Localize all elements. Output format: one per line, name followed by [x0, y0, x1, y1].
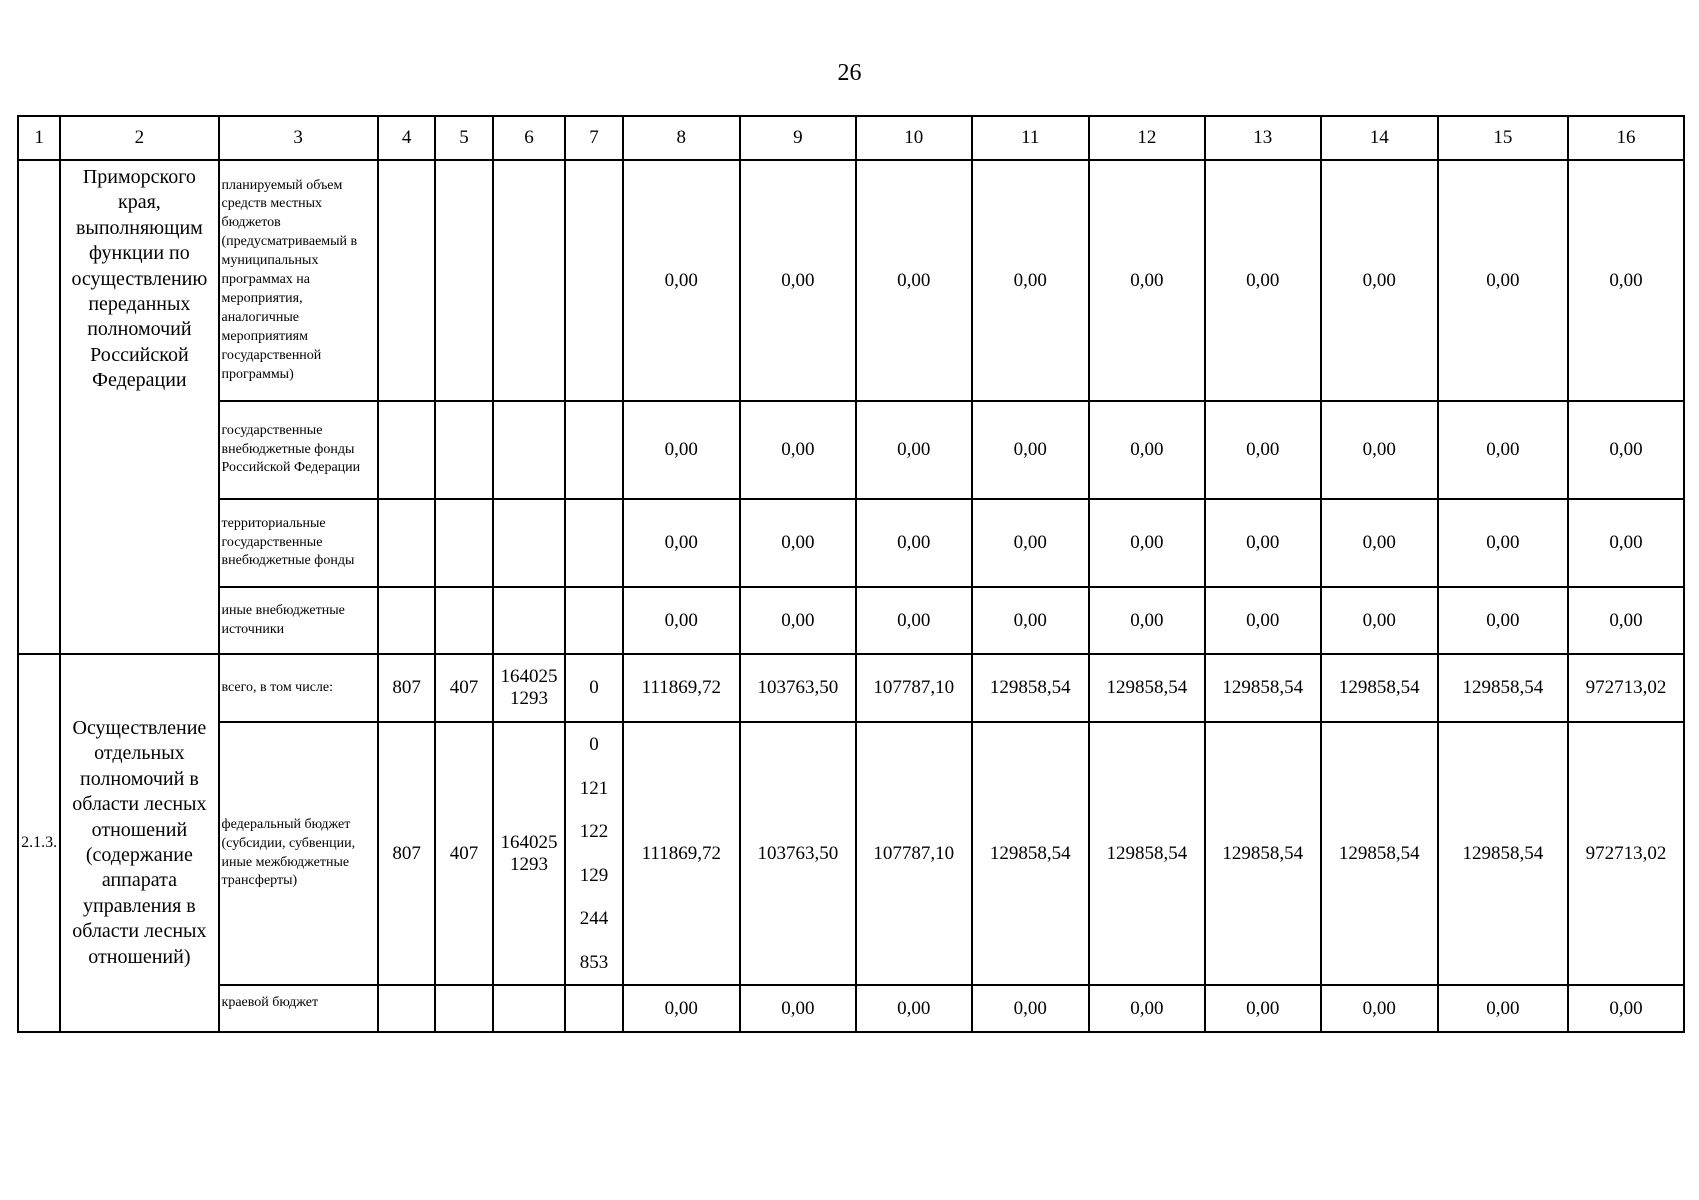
- value-cell: 0,00: [740, 499, 856, 587]
- value-cell: 0,00: [1089, 499, 1205, 587]
- value-cell: 0,00: [1321, 587, 1438, 654]
- table-row: [18, 985, 1684, 1032]
- value-cell: 103763,50: [740, 654, 856, 722]
- value-cell: 0,00: [623, 160, 740, 401]
- page-number: 26: [837, 60, 862, 86]
- value-cell: 0,00: [740, 985, 856, 1032]
- value-cell: 0,00: [1568, 985, 1684, 1032]
- code-cell: 164025 1293: [493, 722, 566, 985]
- table-row: [18, 587, 1684, 654]
- funding-source: всего, в том числе:: [219, 654, 378, 722]
- budget-table: [17, 115, 1685, 1033]
- column-header: 10: [856, 116, 972, 160]
- value-cell: 0,00: [740, 587, 856, 654]
- value-cell: 0,00: [1205, 160, 1321, 401]
- column-header: 8: [623, 116, 740, 160]
- table-row: [18, 722, 1684, 985]
- value-cell: 0,00: [1568, 499, 1684, 587]
- value-cell: 129858,54: [1321, 654, 1438, 722]
- column-header: 1: [18, 116, 60, 160]
- value-cell: 0,00: [623, 985, 740, 1032]
- empty-cell: [493, 587, 566, 654]
- empty-cell: [378, 587, 435, 654]
- value-cell: 129858,54: [972, 654, 1089, 722]
- column-header: 5: [435, 116, 492, 160]
- table-row: [18, 401, 1684, 499]
- code-item: 244: [579, 908, 609, 929]
- value-cell: 0,00: [972, 160, 1089, 401]
- value-cell: 0,00: [972, 499, 1089, 587]
- empty-cell: [493, 401, 566, 499]
- value-cell: 129858,54: [1438, 722, 1568, 985]
- value-cell: 0,00: [1568, 401, 1684, 499]
- value-cell: 107787,10: [856, 722, 972, 985]
- column-header: 7: [565, 116, 622, 160]
- value-cell: 0,00: [1205, 587, 1321, 654]
- funding-source: территориальные государственные внебюджетные фонды: [219, 499, 378, 587]
- column-header: 13: [1205, 116, 1321, 160]
- value-cell: 0,00: [740, 401, 856, 499]
- code-cell: 164025 1293: [493, 654, 566, 722]
- value-cell: 0,00: [1321, 985, 1438, 1032]
- code-cell: 407: [435, 654, 492, 722]
- empty-cell: [565, 401, 622, 499]
- code-cell: 407: [435, 722, 492, 985]
- column-header: 4: [378, 116, 435, 160]
- value-cell: 0,00: [1568, 587, 1684, 654]
- empty-cell: [378, 985, 435, 1032]
- code-item: 0: [589, 734, 599, 755]
- value-cell: 0,00: [1321, 499, 1438, 587]
- value-cell: 129858,54: [1089, 722, 1205, 985]
- value-cell: 0,00: [1321, 160, 1438, 401]
- empty-cell: [493, 160, 566, 401]
- value-cell: 129858,54: [972, 722, 1089, 985]
- empty-cell: [493, 499, 566, 587]
- code-cell: 807: [378, 654, 435, 722]
- column-header: 6: [493, 116, 566, 160]
- code-cell: 807: [378, 722, 435, 985]
- code-item: 121: [579, 777, 609, 799]
- table-row: [18, 160, 1684, 401]
- measure-name: Осуществление отдельных полномочий в области лесных отношений (содержание аппарата управления в области лесных отношений): [60, 654, 218, 1032]
- value-cell: 0,00: [623, 401, 740, 499]
- value-cell: 0,00: [1089, 401, 1205, 499]
- empty-cell: [378, 160, 435, 401]
- value-cell: 0,00: [856, 985, 972, 1032]
- column-header: 9: [740, 116, 856, 160]
- empty-cell: [565, 587, 622, 654]
- value-cell: 0,00: [623, 587, 740, 654]
- value-cell: 0,00: [972, 401, 1089, 499]
- empty-cell: [378, 499, 435, 587]
- empty-cell: [435, 587, 492, 654]
- value-cell: 0,00: [1438, 401, 1568, 499]
- value-cell: 107787,10: [856, 654, 972, 722]
- value-cell: 0,00: [1205, 499, 1321, 587]
- value-cell: 0,00: [623, 499, 740, 587]
- empty-cell: [435, 499, 492, 587]
- value-cell: 0,00: [1438, 499, 1568, 587]
- value-cell: 0,00: [856, 401, 972, 499]
- value-cell: 0,00: [856, 160, 972, 401]
- value-cell: 0,00: [1089, 587, 1205, 654]
- empty-cell: [435, 985, 492, 1032]
- value-cell: 129858,54: [1205, 654, 1321, 722]
- funding-source: планируемый объем средств местных бюджетов (предусматриваемый в муниципальных программах на мероприятия, аналогичные мероприятиям государственной программы): [219, 160, 378, 401]
- empty-cell: [565, 499, 622, 587]
- code-cell: 0: [565, 654, 622, 722]
- value-cell: 129858,54: [1089, 654, 1205, 722]
- value-cell: 0,00: [972, 985, 1089, 1032]
- code-stack-cell: [565, 722, 622, 985]
- value-cell: 103763,50: [740, 722, 856, 985]
- code-item: 129: [579, 864, 609, 886]
- table-row: [18, 654, 1684, 722]
- value-cell: 0,00: [1438, 160, 1568, 401]
- value-cell: 111869,72: [623, 654, 740, 722]
- column-header: 2: [60, 116, 218, 160]
- empty-cell: [493, 985, 566, 1032]
- value-cell: 972713,02: [1568, 654, 1684, 722]
- value-cell: 0,00: [1089, 160, 1205, 401]
- value-cell: 129858,54: [1205, 722, 1321, 985]
- row-number: 2.1.3.: [18, 654, 60, 1032]
- empty-cell: [565, 985, 622, 1032]
- value-cell: 0,00: [1205, 985, 1321, 1032]
- code-item: 122: [579, 821, 609, 842]
- value-cell: 0,00: [740, 160, 856, 401]
- column-header: 11: [972, 116, 1089, 160]
- value-cell: 0,00: [1321, 401, 1438, 499]
- empty-cell: [378, 401, 435, 499]
- table-row: [18, 499, 1684, 587]
- column-header: 12: [1089, 116, 1205, 160]
- column-header: 15: [1438, 116, 1568, 160]
- value-cell: 0,00: [1438, 587, 1568, 654]
- funding-source: государственные внебюджетные фонды Российской Федерации: [219, 401, 378, 499]
- code-item: 853: [579, 951, 609, 973]
- funding-source: краевой бюджет: [219, 985, 378, 1032]
- funding-source: иные внебюджетные источники: [219, 587, 378, 654]
- empty-cell: [435, 401, 492, 499]
- value-cell: 972713,02: [1568, 722, 1684, 985]
- column-header: 14: [1321, 116, 1438, 160]
- value-cell: 0,00: [856, 499, 972, 587]
- value-cell: 0,00: [1205, 401, 1321, 499]
- funding-source: федеральный бюджет (субсидии, субвенции, иные межбюджетные трансферты): [219, 722, 378, 985]
- value-cell: 129858,54: [1438, 654, 1568, 722]
- value-cell: 0,00: [1438, 985, 1568, 1032]
- column-header-row: [18, 116, 1684, 160]
- empty-cell: [435, 160, 492, 401]
- column-header: 3: [219, 116, 378, 160]
- value-cell: 0,00: [856, 587, 972, 654]
- measure-name: Приморского края, выполняющим функции по осуществлению переданных полномочий Российской Федерации: [60, 160, 218, 654]
- empty-cell: [565, 160, 622, 401]
- value-cell: 111869,72: [623, 722, 740, 985]
- column-header: 16: [1568, 116, 1684, 160]
- value-cell: 0,00: [972, 587, 1089, 654]
- value-cell: 129858,54: [1321, 722, 1438, 985]
- row-number-cell: [18, 160, 60, 654]
- value-cell: 0,00: [1568, 160, 1684, 401]
- value-cell: 0,00: [1089, 985, 1205, 1032]
